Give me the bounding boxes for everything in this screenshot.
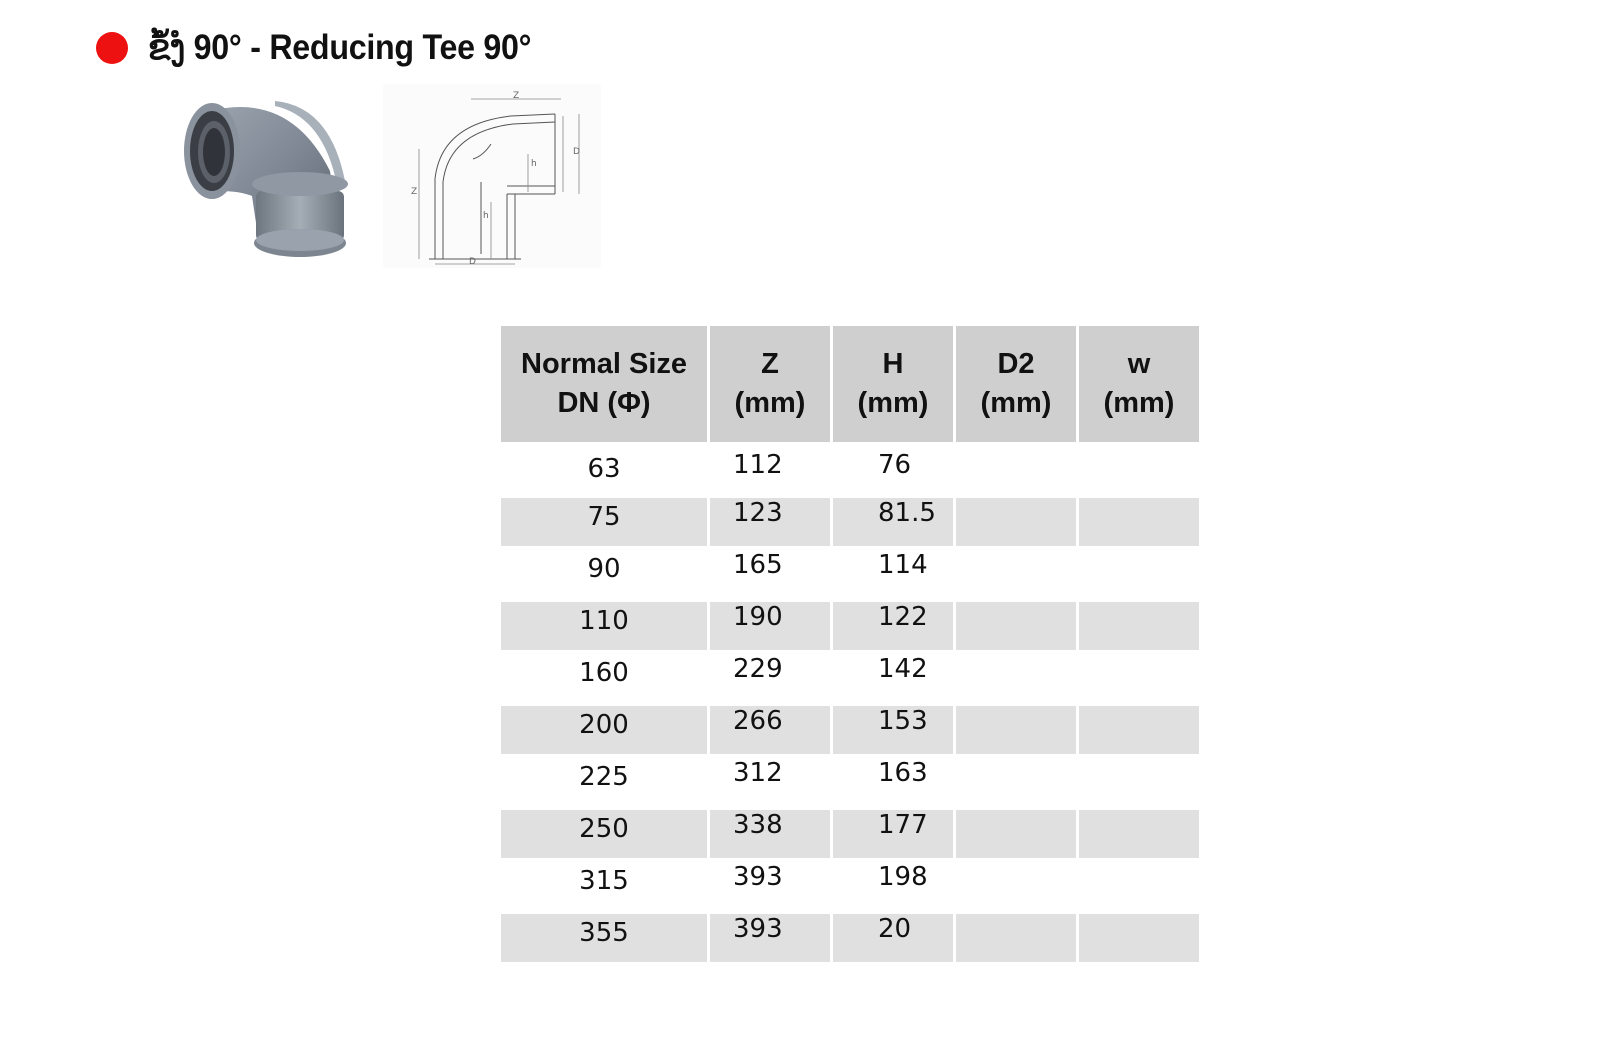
drawing-label: D	[573, 147, 580, 157]
table-cell: 225	[579, 762, 629, 792]
table-cell: 393	[733, 862, 783, 892]
table-cell: 110	[501, 598, 707, 650]
table-cell: 198	[878, 862, 928, 892]
table-cell	[1079, 442, 1199, 494]
table-row	[501, 910, 1199, 962]
table-cell: 315	[579, 866, 629, 896]
header-d2: D2 (mm)	[956, 326, 1076, 442]
dimension-table	[498, 326, 1202, 962]
title-row	[96, 28, 565, 68]
table-cell: 114	[878, 550, 928, 580]
table-cell	[956, 442, 1076, 494]
table-row	[501, 858, 1199, 910]
header-normal-size: Normal Size DN (Φ)	[501, 326, 707, 442]
table-cell	[1079, 650, 1199, 702]
table-cell: 355	[501, 910, 707, 962]
drawing-label: h	[531, 159, 537, 169]
elbow-dimension-drawing	[383, 84, 601, 268]
table-cell	[956, 546, 1076, 598]
table-row	[501, 546, 1199, 598]
table-cell: 250	[501, 806, 707, 858]
table-cell	[956, 598, 1076, 650]
table-row	[501, 806, 1199, 858]
table-cell	[1079, 598, 1199, 650]
table-row	[501, 650, 1199, 702]
table-cell: 153	[833, 702, 953, 754]
table-cell: 200	[501, 702, 707, 754]
table-cell: 393	[710, 910, 830, 962]
red-bullet-icon	[96, 32, 128, 64]
table-cell: 81.5	[833, 494, 953, 546]
table-cell: 177	[833, 806, 953, 858]
table-cell	[956, 650, 1076, 702]
table-cell: 266	[710, 702, 830, 754]
header-h: H (mm)	[833, 326, 953, 442]
table-cell: 338	[710, 806, 830, 858]
header-w: w (mm)	[1079, 326, 1199, 442]
table-cell	[956, 754, 1076, 806]
table-cell	[1079, 702, 1199, 754]
table-cell	[1079, 910, 1199, 962]
table-cell	[1079, 494, 1199, 546]
table-cell: 75	[501, 494, 707, 546]
table-cell	[956, 806, 1076, 858]
table-cell	[1079, 754, 1199, 806]
drawing-label: Z	[411, 187, 418, 197]
table-cell: 163	[878, 758, 928, 788]
table-cell	[956, 858, 1076, 910]
table-cell: 112	[733, 450, 783, 480]
table-cell: 90	[587, 554, 621, 584]
header-z: Z (mm)	[710, 326, 830, 442]
table-cell: 160	[579, 658, 629, 688]
table-cell: 165	[733, 550, 783, 580]
drawing-label: D	[469, 257, 476, 267]
table-row	[501, 754, 1199, 806]
table-cell: 76	[878, 450, 912, 480]
table-cell	[1079, 806, 1199, 858]
table-cell: 20	[833, 910, 953, 962]
table-cell: 229	[733, 654, 783, 684]
table-cell	[956, 494, 1076, 546]
elbow-photo	[180, 96, 355, 266]
table-cell: 312	[733, 758, 783, 788]
table-cell	[956, 910, 1076, 962]
table-row	[501, 702, 1199, 754]
table-cell: 142	[878, 654, 928, 684]
table-cell: 123	[710, 494, 830, 546]
drawing-label: h	[483, 211, 489, 221]
table-cell	[956, 702, 1076, 754]
table-cell: 190	[710, 598, 830, 650]
table-cell: 122	[833, 598, 953, 650]
table-row	[501, 494, 1199, 546]
table-row	[501, 442, 1199, 494]
page-title: ຂໍ້ງໍ 90° - Reducing Tee 90°	[148, 28, 532, 67]
table-cell	[1079, 858, 1199, 910]
table-cell: 63	[587, 454, 621, 484]
table-header-row	[501, 326, 1199, 442]
drawing-label: Z	[513, 91, 520, 101]
table-cell	[1079, 546, 1199, 598]
table-row	[501, 598, 1199, 650]
